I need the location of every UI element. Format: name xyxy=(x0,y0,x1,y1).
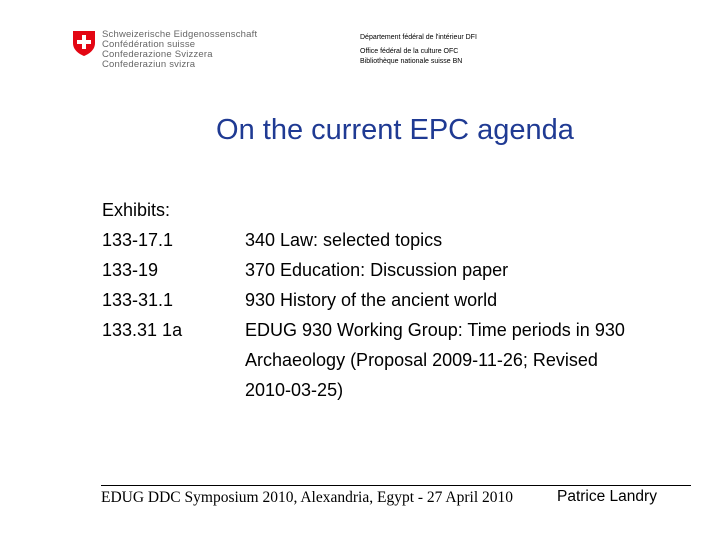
exhibit-item: 133-31.1 xyxy=(102,290,174,310)
footer-author: Patrice Landry xyxy=(557,488,657,505)
exhibits-label: Exhibits: xyxy=(102,200,171,220)
footer-event: EDUG DDC Symposium 2010, Alexandria, Egypt - 27 April 2010 xyxy=(101,489,514,506)
confederation-name-rm: Confederaziun svizra xyxy=(102,59,196,70)
exhibit-item: 133.31 1a xyxy=(102,320,183,340)
swiss-cross-icon xyxy=(72,30,96,57)
confederation-names xyxy=(102,30,257,70)
topic-item: 930 History of the ancient world xyxy=(245,290,498,310)
department-name: Département fédéral de l'intérieur DFI xyxy=(360,34,477,41)
topic-item: 2010-03-25) xyxy=(245,380,344,400)
topic-item: 340 Law: selected topics xyxy=(245,230,443,250)
topic-item: Archaeology (Proposal 2009-11-26; Revised xyxy=(245,350,598,370)
exhibit-item: 133-17.1 xyxy=(102,230,174,250)
topics-list xyxy=(245,225,705,405)
office-names xyxy=(360,47,462,66)
exhibit-item: 133-19 xyxy=(102,260,159,280)
exhibits-list xyxy=(102,195,182,345)
confederation-name-de: Schweizerische Eidgenossenschaft xyxy=(102,29,258,40)
topic-item: 370 Education: Discussion paper xyxy=(245,260,509,280)
office-name: Office fédéral de la culture OFC xyxy=(360,48,459,55)
library-name: Bibliothèque nationale suisse BN xyxy=(360,57,463,65)
confederation-name-fr: Confédération suisse xyxy=(102,39,196,50)
footer-divider xyxy=(101,485,691,486)
slide-title: On the current EPC agenda xyxy=(216,114,574,146)
confederation-name-it: Confederazione Svizzera xyxy=(102,49,213,60)
topic-item: EDUG 930 Working Group: Time periods in 930 xyxy=(245,320,625,340)
